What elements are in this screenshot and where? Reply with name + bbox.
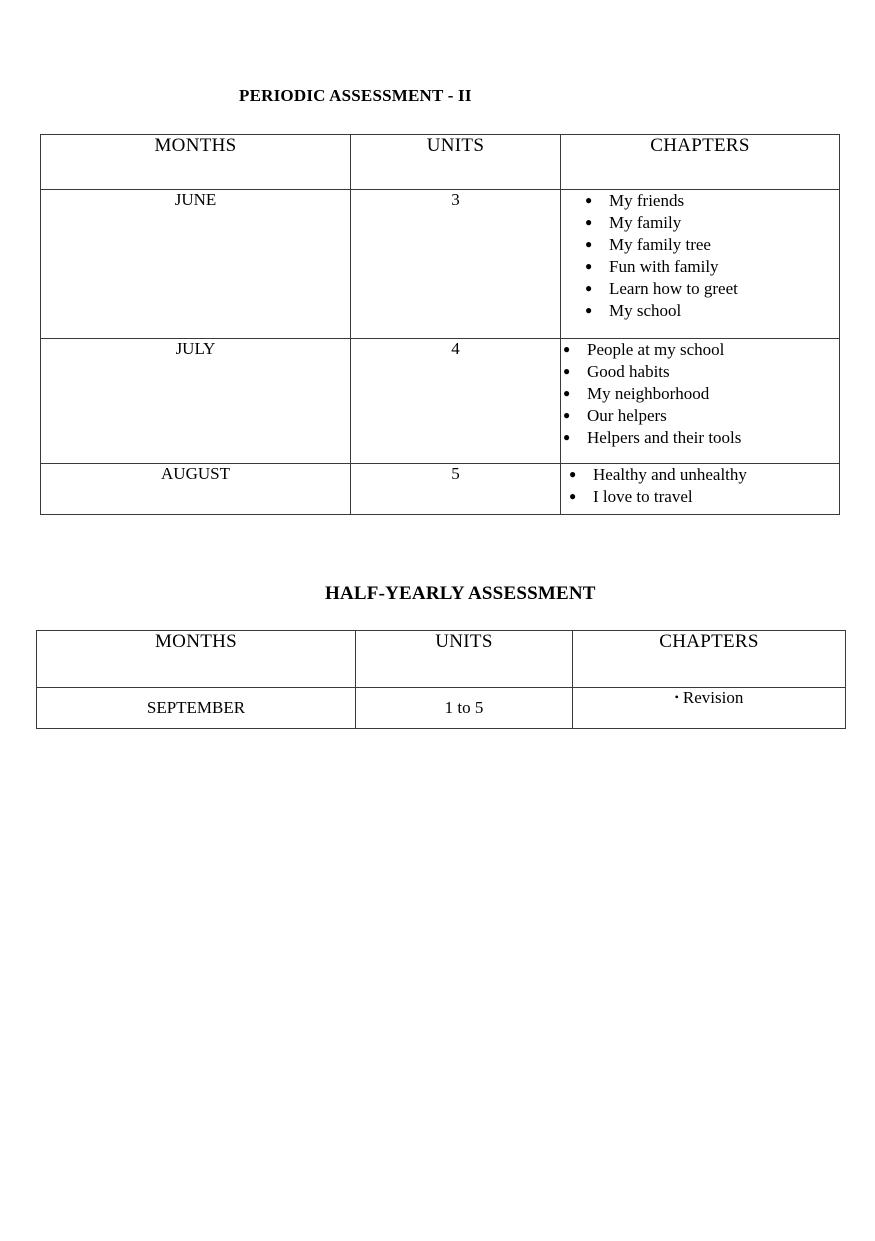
table-header-row	[37, 631, 846, 688]
list-item: ● Our helpers	[561, 405, 839, 427]
list-item: ● My family	[583, 212, 839, 234]
column-header-units: UNITS	[351, 135, 561, 190]
chapters-cell	[561, 339, 840, 464]
list-item: ● Healthy and unhealthy	[567, 464, 839, 486]
month-value: SEPTEMBER	[37, 688, 356, 729]
chapters-cell	[561, 190, 840, 339]
table-header-row	[41, 135, 840, 190]
table-row	[37, 688, 846, 729]
units-value: 4	[351, 339, 561, 464]
chapter-list	[567, 464, 839, 508]
periodic-assessment-heading: PERIODIC ASSESSMENT - II	[239, 86, 472, 105]
units-value: 3	[351, 190, 561, 339]
month-value: JULY	[41, 339, 351, 464]
list-item: ● Learn how to greet	[583, 278, 839, 300]
chapters-cell	[561, 464, 840, 515]
column-header-units: UNITS	[356, 631, 573, 688]
units-value: 5	[351, 464, 561, 515]
units-value: 1 to 5	[356, 688, 573, 729]
half-yearly-assessment-heading: HALF-YEARLY ASSESSMENT	[325, 583, 596, 604]
column-header-chapters: CHAPTERS	[561, 135, 840, 190]
chapter-list	[583, 190, 839, 323]
chapters-cell	[573, 688, 846, 729]
table-row	[41, 339, 840, 464]
table-row	[41, 464, 840, 515]
periodic-assessment-table	[40, 134, 840, 515]
chapter-list	[561, 339, 839, 449]
list-item: ● My school	[583, 300, 839, 322]
half-yearly-assessment-table	[36, 630, 846, 729]
list-item: ● Fun with family	[583, 256, 839, 278]
table-row	[41, 190, 840, 339]
list-item: ● People at my school	[561, 339, 839, 361]
column-header-chapters: CHAPTERS	[573, 631, 846, 688]
column-header-months: MONTHS	[41, 135, 351, 190]
list-item: ● My family tree	[583, 234, 839, 256]
month-value: AUGUST	[41, 464, 351, 515]
bullet-icon: •	[674, 690, 679, 704]
list-item: ● Good habits	[561, 361, 839, 383]
column-header-months: MONTHS	[37, 631, 356, 688]
month-value: JUNE	[41, 190, 351, 339]
list-item: ● Helpers and their tools	[561, 427, 839, 449]
list-item: ● My neighborhood	[561, 383, 839, 405]
list-item: ● My friends	[583, 190, 839, 212]
list-item: ● I love to travel	[567, 486, 839, 508]
list-item: Revision	[682, 688, 744, 707]
